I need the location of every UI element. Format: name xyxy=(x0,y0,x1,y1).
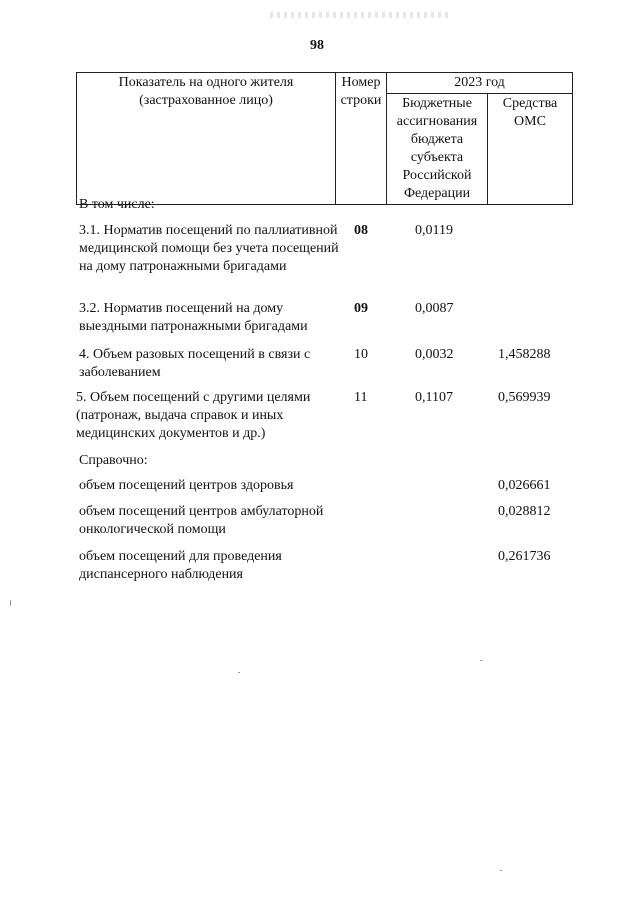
scan-noise xyxy=(270,12,450,18)
reference-row-label: объем посещений центров амбулаторной онкологической помощи xyxy=(79,504,324,537)
table-header xyxy=(76,72,573,205)
row-label: 3.2. Норматив посещений на дому выездными патронажными бригадами xyxy=(79,301,308,334)
scan-speck xyxy=(480,660,482,661)
row-code: 08 xyxy=(354,223,368,238)
row-budget: 0,0087 xyxy=(415,301,454,316)
including-label: В том числе: xyxy=(79,197,155,212)
row-oms: 0,569939 xyxy=(498,390,551,405)
reference-row-label: объем посещений для проведения диспансерного наблюдения xyxy=(79,549,282,582)
row-label: 3.1. Норматив посещений по паллиативной медицинской помощи без учета посещений на дому патронажными бригадами xyxy=(79,223,339,274)
row-oms: 1,458288 xyxy=(498,347,551,362)
reference-label: Справочно: xyxy=(79,453,148,468)
page-number: 98 xyxy=(310,38,324,53)
row-budget: 0,1107 xyxy=(415,390,453,405)
scan-speck xyxy=(500,870,502,871)
header-year: 2023 год xyxy=(387,73,573,94)
reference-row-label: объем посещений центров здоровья xyxy=(79,478,294,493)
header-row-number: Номер строки xyxy=(336,73,387,205)
header-indicator: Показатель на одного жителя (застрахованное лицо) xyxy=(77,73,336,205)
row-code: 10 xyxy=(354,347,368,362)
header-oms: Средства ОМС xyxy=(488,94,573,205)
row-label: 5. Объем посещений с другими целями (патронаж, выдача справок и иных медицинских документов и др.) xyxy=(76,390,311,441)
scan-speck xyxy=(238,672,240,673)
scan-speck xyxy=(10,600,11,606)
row-budget: 0,0032 xyxy=(415,347,454,362)
row-code: 09 xyxy=(354,301,368,316)
row-label: 4. Объем разовых посещений в связи с заболеванием xyxy=(79,347,311,380)
row-code: 11 xyxy=(354,390,368,405)
reference-row-oms: 0,028812 xyxy=(498,504,551,519)
reference-row-oms: 0,261736 xyxy=(498,549,551,564)
header-budget: Бюджетные ассигнования бюджета субъекта Российской Федерации xyxy=(387,94,488,205)
reference-row-oms: 0,026661 xyxy=(498,478,551,493)
row-budget: 0,0119 xyxy=(415,223,453,238)
